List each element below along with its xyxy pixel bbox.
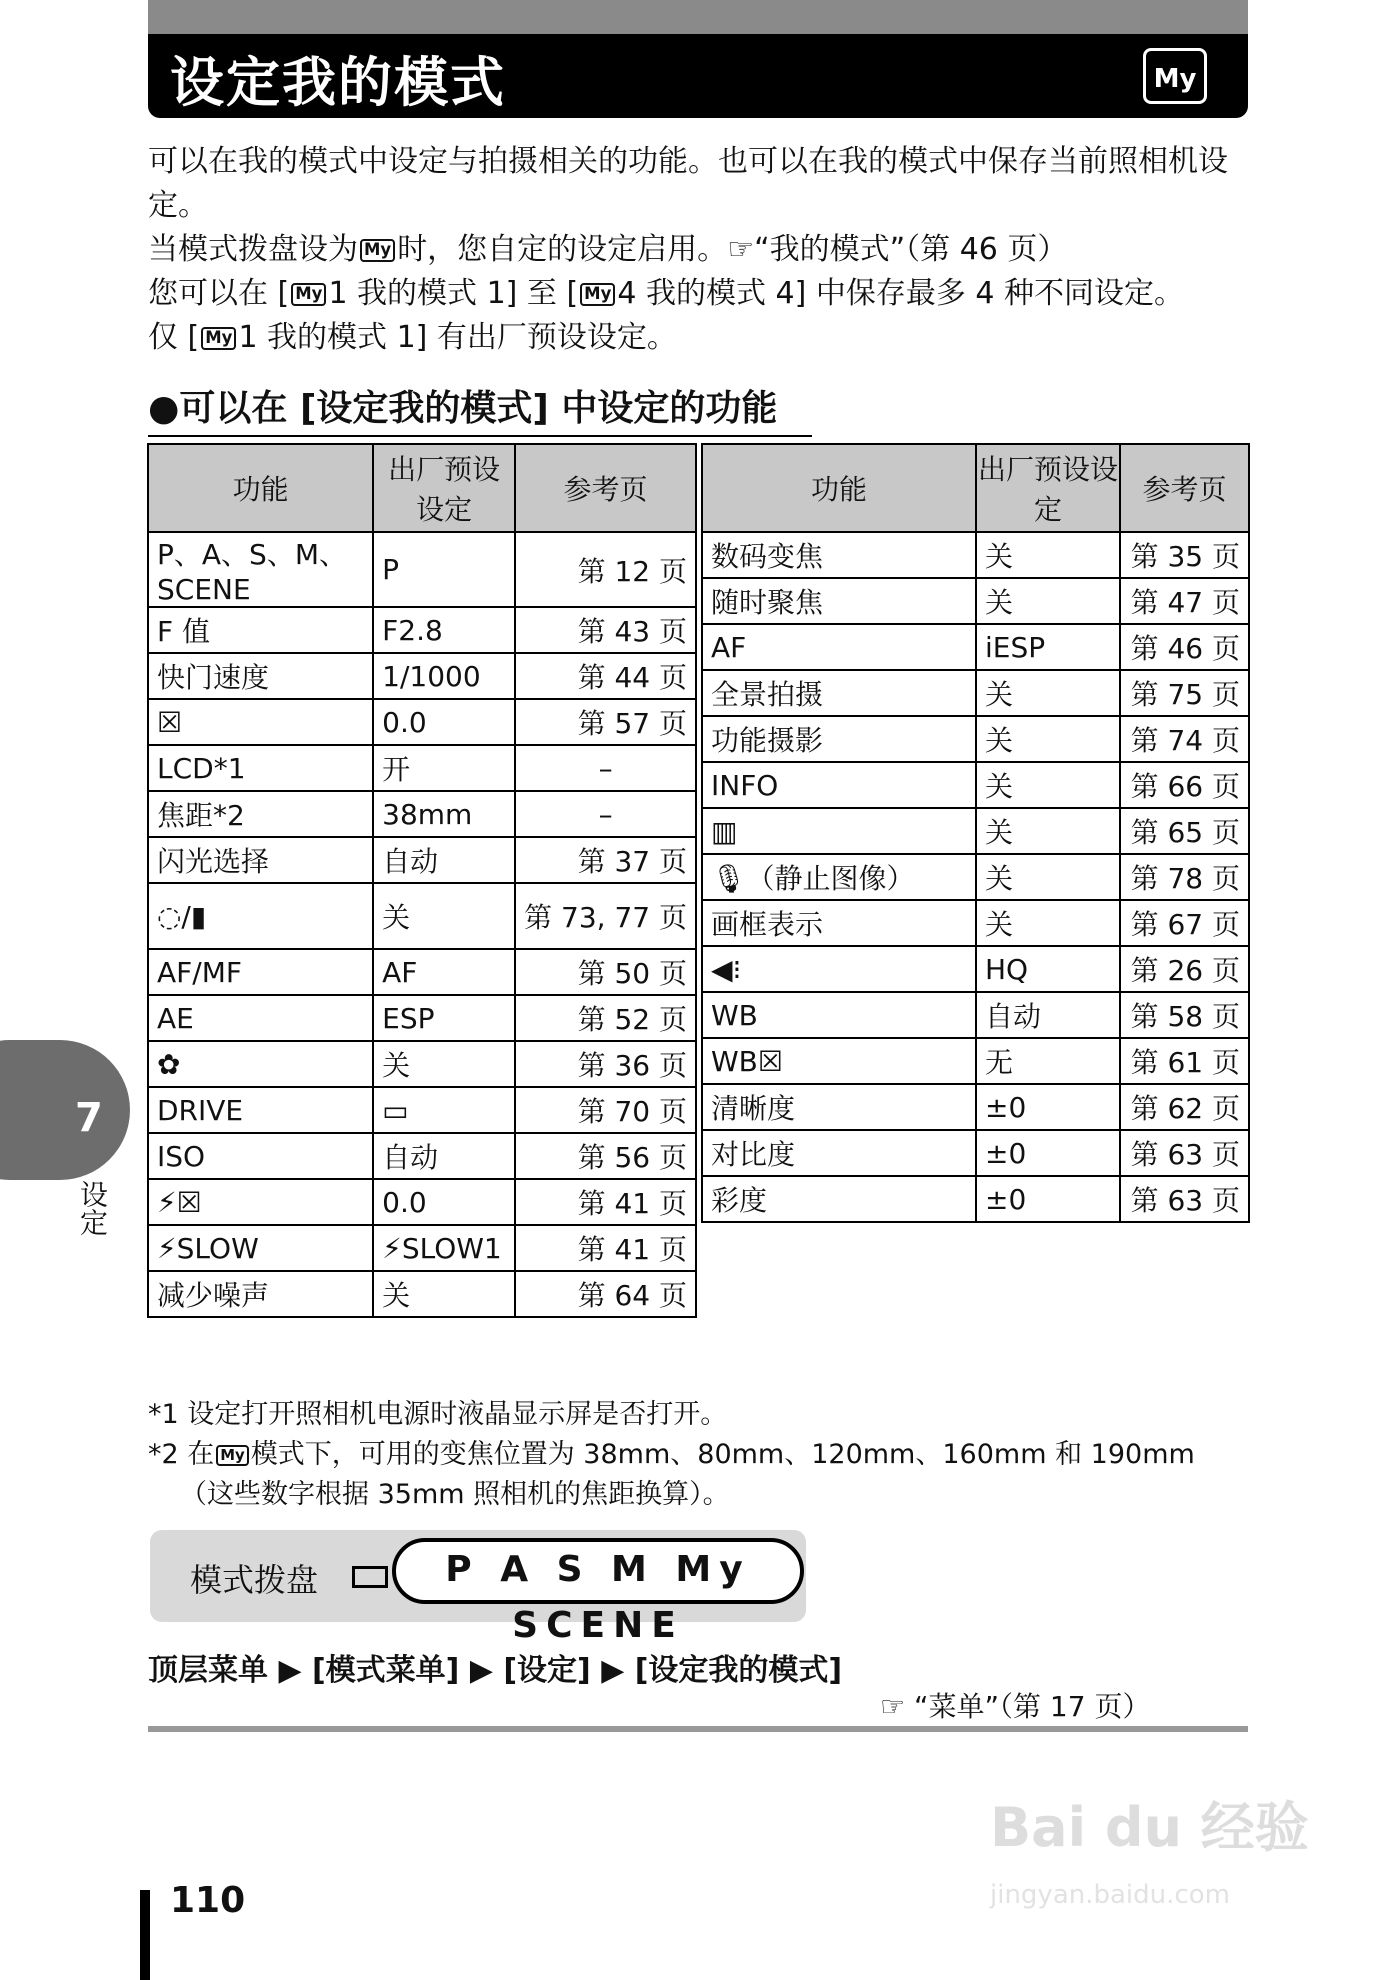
watermark-url: jingyan.baidu.com [990,1880,1230,1910]
cell-default: iESP [976,624,1120,670]
my-mode-icon: My [216,1445,248,1466]
cell-func: 🎙（静止图像） [702,854,976,900]
cell-func: 减少噪声 [148,1271,373,1317]
cell-func: ✿ [148,1041,373,1087]
cell-func: 全景拍摄 [702,670,976,716]
cell-default: 关 [976,532,1120,578]
cell-default: 关 [373,883,515,949]
table-row [702,532,1249,578]
cell-ref: 第 50 页 [515,949,696,995]
col-header-default: 出厂预设设定 [976,444,1120,532]
my-mode-icon: My [360,239,395,262]
table-row [148,883,696,949]
cell-func: LCD*1 [148,745,373,791]
bottom-rule [148,1726,1248,1732]
table-body-left [148,532,696,1317]
cell-func: AE [148,995,373,1041]
cell-default: P [373,532,515,607]
cell-func: 闪光选择 [148,837,373,883]
cell-ref: 第 41 页 [515,1225,696,1271]
footnote-1: *1 设定打开照相机电源时液晶显示屏是否打开。 [148,1399,728,1430]
table-row [702,808,1249,854]
table-row [148,949,696,995]
cell-func: ▥ [702,808,976,854]
cell-func: P、A、S、M、SCENE [148,532,373,607]
cell-func: INFO [702,762,976,808]
table-row [148,1087,696,1133]
cell-default: 关 [976,900,1120,946]
cell-ref: 第 35 页 [1120,532,1249,578]
cell-ref: 第 78 页 [1120,854,1249,900]
cell-ref: – [515,791,696,837]
cell-ref: 第 47 页 [1120,578,1249,624]
table-row [702,1176,1249,1222]
cell-ref: 第 26 页 [1120,946,1249,992]
intro-line1: 可以在我的模式中设定与拍摄相关的功能。也可以在我的模式中保存当前照相机设定。 [148,144,1228,223]
cell-default: ±0 [976,1084,1120,1130]
cell-func: ☒ [148,699,373,745]
cell-ref: 第 65 页 [1120,808,1249,854]
table-row [702,1130,1249,1176]
table-row [702,1084,1249,1130]
cell-ref: 第 52 页 [515,995,696,1041]
cell-ref: 第 67 页 [1120,900,1249,946]
table-header-row [702,444,1249,532]
menu-path: 顶层菜单 ▶ [模式菜单] ▶ [设定] ▶ [设定我的模式] [148,1653,843,1688]
cell-default: 关 [373,1271,515,1317]
chapter-tab [0,1040,130,1180]
cell-default: 自动 [373,837,515,883]
cell-default: 关 [976,716,1120,762]
top-gray-bar [148,0,1248,34]
my-mode-icon: My [1143,48,1207,104]
cell-default: 0.0 [373,1179,515,1225]
cell-default: 开 [373,745,515,791]
cell-default: 无 [976,1038,1120,1084]
cell-ref: 第 62 页 [1120,1084,1249,1130]
table-row [148,653,696,699]
cell-default: 关 [373,1041,515,1087]
page-number-bar [140,1890,150,1980]
my-mode-icon: My [580,283,615,306]
table-row [148,745,696,791]
col-header-ref: 参考页 [515,444,696,532]
footnote-2: *2 在 My 模式下，可用的变焦位置为 38mm、80mm、120mm、160mm 和 190mm [148,1439,1195,1470]
cell-func: 清晰度 [702,1084,976,1130]
cell-default: 关 [976,854,1120,900]
movie-mode-icon [352,1566,388,1588]
cell-ref: 第 46 页 [1120,624,1249,670]
table-row [148,837,696,883]
cell-func: 功能摄影 [702,716,976,762]
cell-ref: 第 63 页 [1120,1176,1249,1222]
cell-default: 0.0 [373,699,515,745]
cell-func: 随时聚焦 [702,578,976,624]
cell-ref: 第 73, 77 页 [515,883,696,949]
cell-default: 关 [976,670,1120,716]
cell-default: 1/1000 [373,653,515,699]
cell-func: ⚡SLOW [148,1225,373,1271]
cell-ref: 第 66 页 [1120,762,1249,808]
table-row [148,1271,696,1317]
chapter-label: 设定 [76,1180,109,1236]
cell-default: 关 [976,578,1120,624]
table-row [148,607,696,653]
table-row [702,624,1249,670]
menu-reference: ☞ “菜单”（第 17 页） [880,1690,1151,1723]
intro-line4: 仅 [ My 1 我的模式 1] 有出厂预设设定。 [148,320,677,355]
mode-dial: P A S M My SCENE [392,1538,804,1604]
cell-default: ESP [373,995,515,1041]
cell-ref: 第 44 页 [515,653,696,699]
table-row [702,946,1249,992]
table-row [702,854,1249,900]
table-row [702,992,1249,1038]
page-title: 设定我的模式 [170,51,506,114]
cell-func: ⚡☒ [148,1179,373,1225]
cell-func: DRIVE [148,1087,373,1133]
col-header-ref: 参考页 [1120,444,1249,532]
cell-default: 关 [976,808,1120,854]
table-body-right [702,532,1249,1222]
cell-default: ±0 [976,1176,1120,1222]
table-row [702,716,1249,762]
cell-func: 数码变焦 [702,532,976,578]
cell-func: 对比度 [702,1130,976,1176]
section-heading: ●可以在 [设定我的模式] 中设定的功能 [148,380,812,437]
cell-func: ISO [148,1133,373,1179]
watermark-logo: Bai du 经验 [990,1796,1309,1859]
cell-func: AF/MF [148,949,373,995]
cell-ref: – [515,745,696,791]
cell-func: WB☒ [702,1038,976,1084]
cell-ref: 第 61 页 [1120,1038,1249,1084]
cell-ref: 第 36 页 [515,1041,696,1087]
cell-func: AF [702,624,976,670]
table-row [702,762,1249,808]
table-header-row [148,444,696,532]
cell-default: HQ [976,946,1120,992]
table-row [148,1179,696,1225]
col-header-func: 功能 [702,444,976,532]
cell-ref: 第 57 页 [515,699,696,745]
cell-ref: 第 74 页 [1120,716,1249,762]
table-row [148,791,696,837]
cell-default: AF [373,949,515,995]
col-header-default: 出厂预设设定 [373,444,515,532]
cell-ref: 第 70 页 [515,1087,696,1133]
cell-ref: 第 56 页 [515,1133,696,1179]
table-row [702,900,1249,946]
cell-default: F2.8 [373,607,515,653]
cell-func: 焦距*2 [148,791,373,837]
table-row [702,1038,1249,1084]
cell-ref: 第 75 页 [1120,670,1249,716]
cell-ref: 第 37 页 [515,837,696,883]
my-mode-icon: My [201,327,236,350]
cell-default: 自动 [976,992,1120,1038]
cell-func: 彩度 [702,1176,976,1222]
mode-dial-label: 模式拨盘 [190,1561,319,1599]
cell-func: ◀⁝ [702,946,976,992]
functions-table-left [147,443,697,1318]
table-row [148,995,696,1041]
functions-table-right [701,443,1250,1223]
cell-func: ◌/▮ [148,883,373,949]
cell-ref: 第 43 页 [515,607,696,653]
cell-default: ▭ [373,1087,515,1133]
ref-icon: ☞ [727,232,755,267]
cell-default: 自动 [373,1133,515,1179]
table-row [148,1041,696,1087]
cell-ref: 第 63 页 [1120,1130,1249,1176]
table-row [702,578,1249,624]
cell-func: F 值 [148,607,373,653]
chapter-number: 7 [75,1095,103,1141]
intro-line2: 当模式拨盘设为 My 时，您自定的设定启用。☞“我的模式”（第 46 页） [148,232,1068,267]
table-row [148,699,696,745]
table-row [148,1225,696,1271]
cell-ref: 第 12 页 [515,532,696,607]
cell-default: 38mm [373,791,515,837]
cell-default: ⚡SLOW1 [373,1225,515,1271]
cell-default: ±0 [976,1130,1120,1176]
table-row [148,1133,696,1179]
cell-ref: 第 41 页 [515,1179,696,1225]
cell-func: WB [702,992,976,1038]
col-header-func: 功能 [148,444,373,532]
table-row [702,670,1249,716]
table-row [148,532,696,607]
intro-line3: 您可以在 [ My 1 我的模式 1] 至 [ My 4 我的模式 4] 中保存最多 4 种不同设定。 [148,276,1185,311]
cell-ref: 第 58 页 [1120,992,1249,1038]
cell-ref: 第 64 页 [515,1271,696,1317]
cell-func: 画框表示 [702,900,976,946]
footnote-2-cont: （这些数字根据 35mm 照相机的焦距换算）。 [180,1479,730,1510]
cell-default: 关 [976,762,1120,808]
cell-func: 快门速度 [148,653,373,699]
my-mode-icon: My [291,283,326,306]
page-number: 110 [170,1880,246,1921]
